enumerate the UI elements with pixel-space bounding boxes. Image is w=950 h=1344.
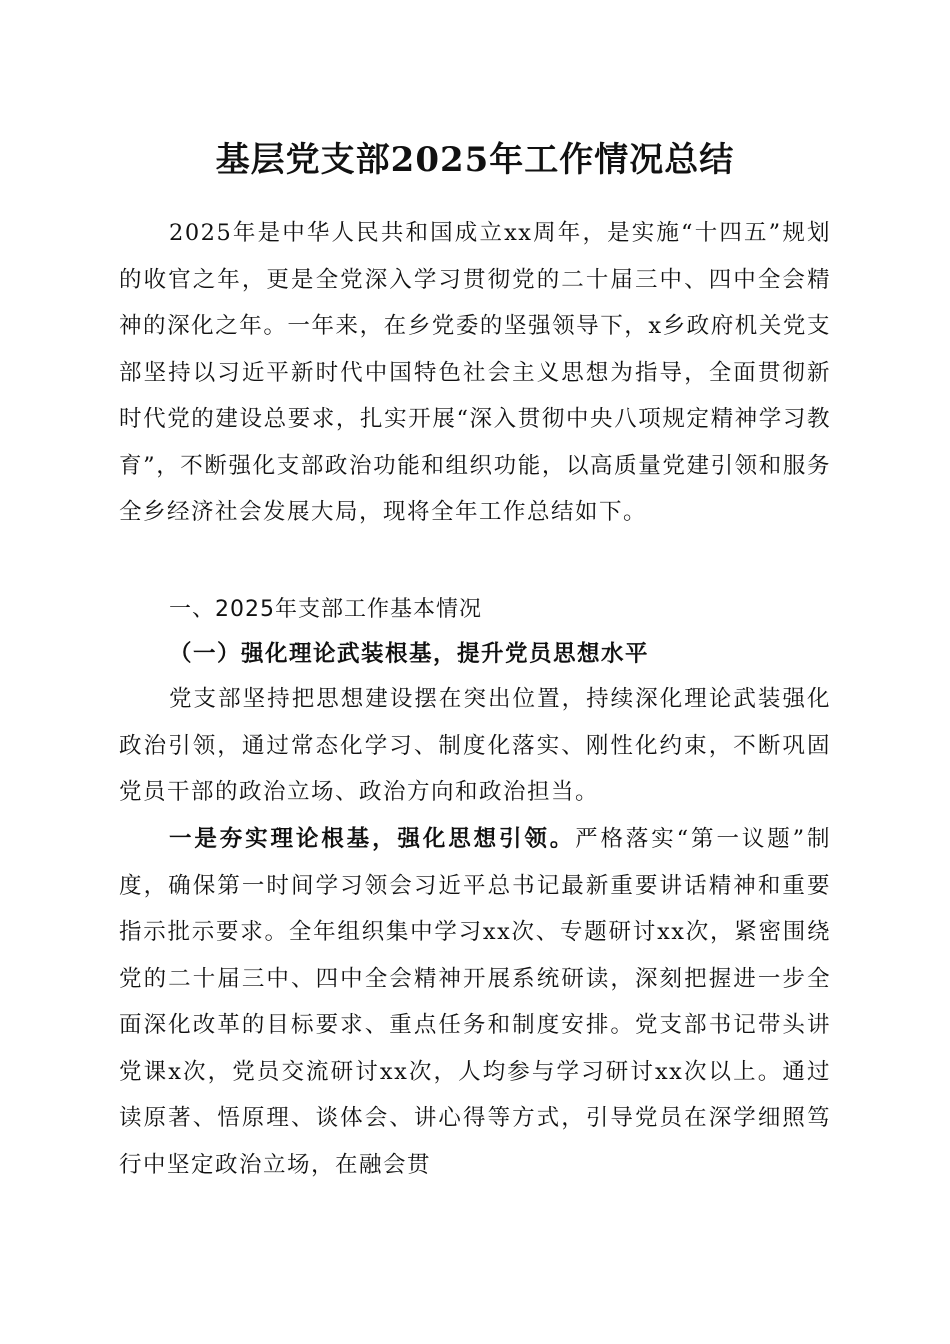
intro-text: 2025年是中华人民共和国成立xx周年，是实施“十四五”规划的收官之年，更是全党深入学习贯彻党的二十届三中、四中全会精神的深化之年。一年来，在乡党委的坚强领导下，x乡政府机关党支部坚持以习近平新时代中国特色社会主义思想为指导，全面贯彻新时代党的建设总要求，扎实开展“深入贯彻中央八项规定精神学习教育”，不断强化支部政治功能和组织功能，以高质量党建引领和服务全乡经济社会发展大局，现将全年工作总结如下。 <box>119 220 831 525</box>
section-heading-1: 一、2025年支部工作基本情况 <box>169 597 482 622</box>
intro-paragraph <box>119 210 831 536</box>
point-1-paragraph <box>119 816 831 1188</box>
document-title: 基层党支部2025年工作情况总结 <box>215 140 735 180</box>
point-1-body: 严格落实“第一议题”制度，确保第一时间学习领会习近平总书记最新重要讲话精神和重要指示批示要求。全年组织集中学习xx次、专题研讨xx次，紧密围绕党的二十届三中、四中全会精神开展系统研读，深刻把握进一步全面深化改革的目标要求、重点任务和制度安排。党支部书记带头讲党课x次，党员交流研讨xx次，人均参与学习研讨xx次以上。通过读原著、悟原理、谈体会、讲心得等方式，引导党员在深学细照笃行中坚定政治立场，在融会贯 <box>119 826 831 1178</box>
overview-paragraph <box>119 676 831 816</box>
subsection-heading-1: （一）强化理论武装根基，提升党员思想水平 <box>169 641 650 667</box>
point-1-lead: 一是夯实理论根基，强化思想引领。 <box>169 826 576 852</box>
point-1-text <box>119 816 831 1188</box>
overview-text: 党支部坚持把思想建设摆在突出位置，持续深化理论武装强化政治引领，通过常态化学习、制度化落实、刚性化约束，不断巩固党员干部的政治立场、政治方向和政治担当。 <box>119 686 831 805</box>
